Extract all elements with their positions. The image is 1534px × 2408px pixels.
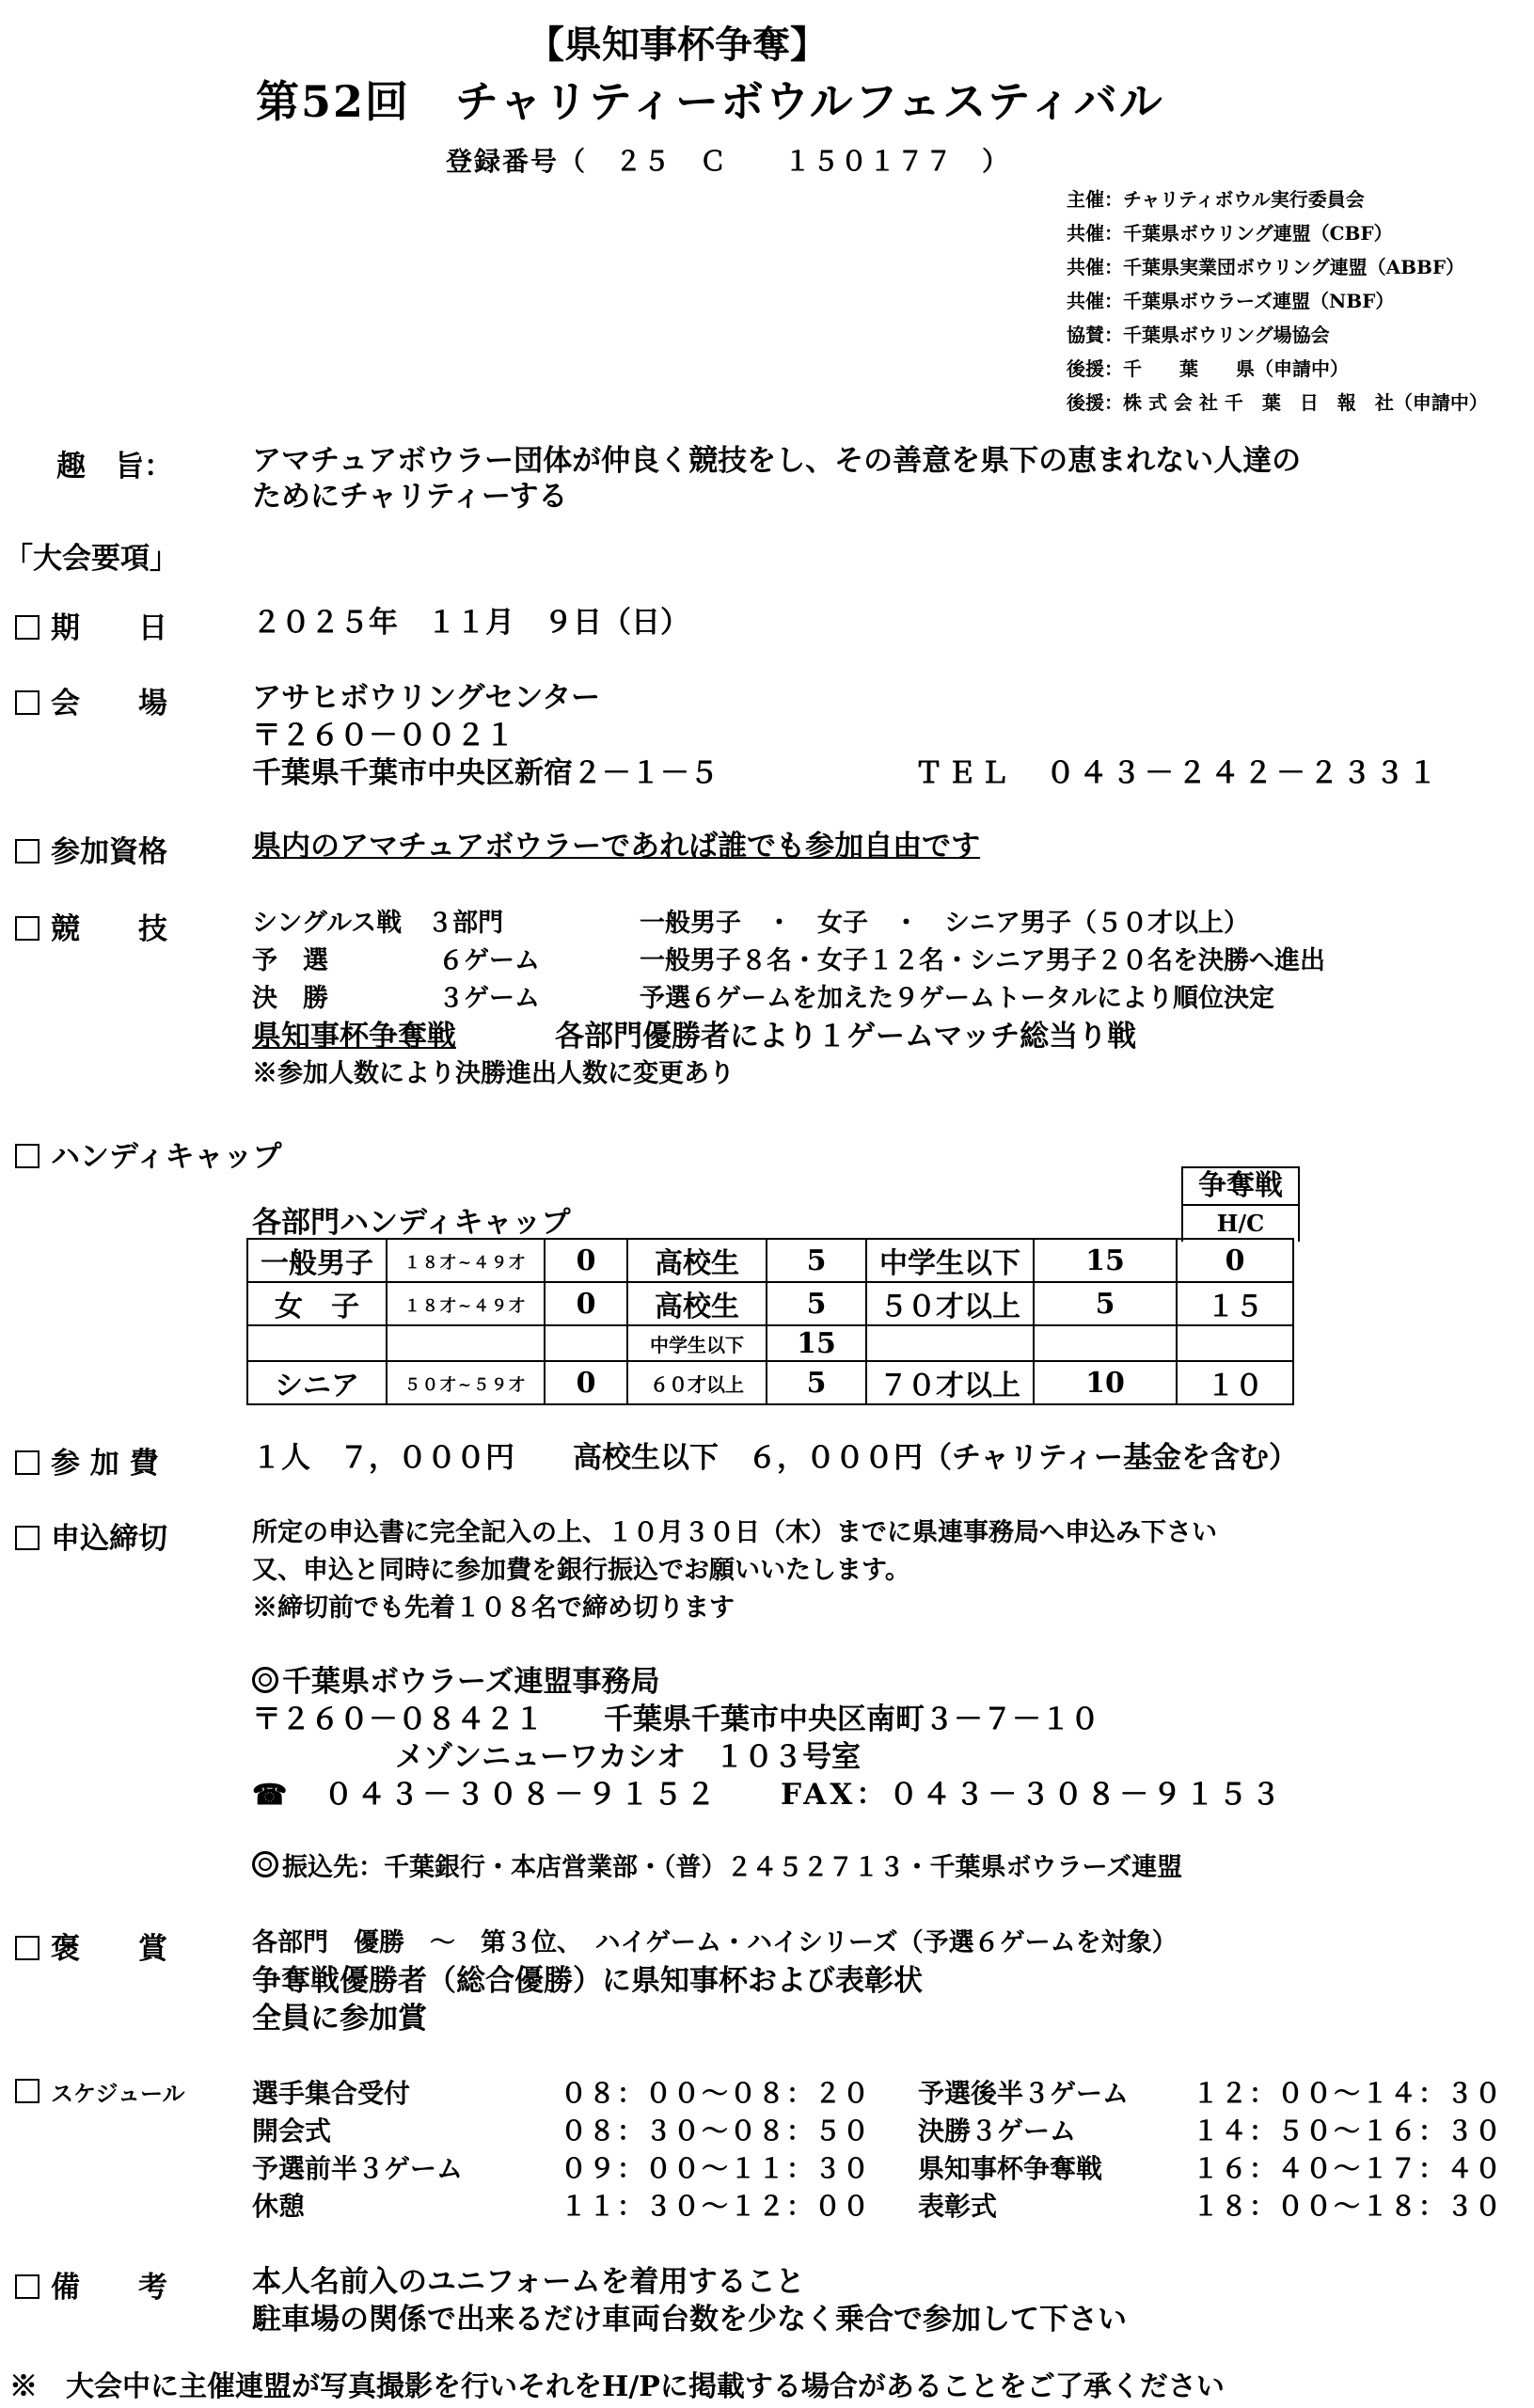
table-cell [1177, 1325, 1293, 1361]
cup-handicap-header-top: 争奪戦 [1198, 1169, 1283, 1202]
table-cell: 高校生 [627, 1239, 767, 1282]
table-cell: ５０才~５９才 [387, 1361, 545, 1404]
schedule-right-times [1193, 2075, 1503, 2226]
table-cell: 0 [545, 1239, 627, 1282]
checkbox-icon [15, 1526, 40, 1550]
competition-divisions: 一般男子 ・ 女子 ・ シニア男子（５０才以上） [640, 909, 1249, 938]
checkbox-icon [15, 1450, 40, 1475]
venue-address: 千葉県千葉市中央区新宿２－１－５ [252, 756, 719, 790]
table-cell [387, 1325, 545, 1361]
date-label: 期 日 [15, 604, 167, 646]
venue-name: アサヒボウリングセンター [252, 681, 601, 715]
bank-info: 振込先：千葉銀行・本店営業部・（普）２４５２７１３・千葉県ボウラーズ連盟 [252, 1849, 1182, 1887]
table-cell: 一般男子 [247, 1239, 387, 1282]
table-cell: 5 [767, 1282, 866, 1325]
office-address: 千葉県千葉市中央区南町３－７－１０ [604, 1703, 1099, 1736]
notes-line-1: 本人名前入のユニフォームを着用すること [252, 2265, 805, 2299]
double-circle-icon [252, 1667, 278, 1693]
handicap-label: ハンディキャップ [15, 1133, 282, 1175]
table-cell [1034, 1325, 1177, 1361]
table-cell: 10 [1034, 1361, 1177, 1404]
schedule-right-names [918, 2075, 1129, 2226]
office-building: メゾンニューワカシオ １０３号室 [395, 1740, 862, 1774]
cup-handicap-header [1181, 1166, 1300, 1242]
eligibility-label: 参加資格 [15, 828, 167, 870]
schedule-time: ０８：００～０８：２０ [561, 2078, 872, 2109]
organizer-list [1067, 182, 1488, 420]
outline-heading: 「大会要項」 [4, 542, 179, 576]
notes-label: 備 考 [15, 2263, 167, 2305]
table-cell: 女 子 [247, 1282, 387, 1325]
document-title: 第52回 チャリティーボウルフェスティバル [256, 76, 1164, 127]
purpose-line-2: ためにチャリティーする [252, 480, 568, 514]
deadline-line-2: 又、申込と同時に参加費を銀行振込でお願いいたします。 [252, 1556, 910, 1585]
schedule-label: スケジュール [15, 2075, 185, 2108]
competition-note: ※参加人数により決勝進出人数に変更あり [252, 1059, 735, 1088]
table-cell: 15 [767, 1325, 866, 1361]
table-cell: ５０才以上 [866, 1282, 1034, 1325]
table-cell: シニア [247, 1361, 387, 1404]
final-games: ３ゲーム [438, 984, 540, 1013]
schedule-event: 県知事杯争奪戦 [918, 2153, 1103, 2184]
organizer-item: 共催：千葉県ボウリング連盟（CBF） [1067, 222, 1393, 245]
table-cell: １８才~４９才 [387, 1282, 545, 1325]
governor-cup-detail: 各部門優勝者により１ゲームマッチ総当り戦 [555, 1020, 1137, 1054]
table-cell: ７０才以上 [866, 1361, 1034, 1404]
table-cell: 15 [1034, 1239, 1177, 1282]
handicap-table [246, 1238, 1294, 1405]
document-title-prefix: 【県知事杯争奪】 [527, 23, 828, 67]
schedule-time: ０９：００～１１：３０ [561, 2153, 872, 2184]
double-circle-icon [252, 1851, 278, 1877]
governor-cup-label: 県知事杯争奪戦 [252, 1020, 456, 1054]
table-cell: ６０才以上 [627, 1361, 767, 1404]
deadline-line-3: ※締切前でも先着１０８名で締め切ります [252, 1593, 735, 1623]
office-name: 千葉県ボウラーズ連盟事務局 [252, 1663, 659, 1701]
venue-tel: ＴＥＬ ０４３－２４２－２３３１ [914, 756, 1441, 790]
final-label: 決 勝 [252, 984, 328, 1013]
office-fax: FAX：０４３－３０８－９１５３ [781, 1778, 1285, 1812]
registration-number: 登録番号（ ２５ Ｃ １５０１７７ ） [446, 146, 1011, 177]
table-row [247, 1282, 1293, 1325]
table-cell: 0 [545, 1361, 627, 1404]
table-cell: １０ [1177, 1361, 1293, 1404]
checkbox-icon [15, 1936, 40, 1960]
schedule-event: 選手集合受付 [252, 2078, 411, 2109]
schedule-time: ０８：３０～０８：５０ [561, 2115, 872, 2147]
eligibility-value: 県内のアマチュアボウラーであれば誰でも参加自由です [252, 830, 981, 863]
qualifier-label: 予 選 [252, 946, 328, 975]
table-cell: 0 [1177, 1239, 1293, 1282]
organizer-item: 後援：千 葉 県（申請中） [1067, 357, 1349, 380]
office-tel: ☎ ０４３－３０８－９１５２ [252, 1776, 719, 1814]
qualifier-games: ６ゲーム [438, 946, 540, 975]
organizer-item: 共催：千葉県ボウラーズ連盟（NBF） [1067, 290, 1395, 312]
schedule-time: １６：４０～１７：４０ [1193, 2153, 1504, 2184]
final-detail: 予選６ゲームを加えた９ゲームトータルにより順位決定 [640, 984, 1274, 1013]
office-postal: 〒２６０－０８４２１ [252, 1703, 544, 1736]
table-cell [545, 1325, 627, 1361]
notes-line-2: 駐車場の関係で出来るだけ車両台数を少なく乗合で参加して下さい [252, 2303, 1127, 2337]
fee-value: １人 ７，０００円 高校生以下 ６，０００円（チャリティー基金を含む） [252, 1441, 1298, 1475]
schedule-left-times [561, 2075, 871, 2226]
cup-handicap-header-bottom: H/C [1183, 1204, 1298, 1242]
qualifier-detail: 一般男子８名・女子１２名・シニア男子２０名を決勝へ進出 [640, 946, 1325, 975]
purpose-label: 趣 旨： [56, 450, 173, 483]
table-cell: 中学生以下 [627, 1325, 767, 1361]
schedule-event: 予選後半３ゲーム [918, 2078, 1130, 2109]
purpose-line-1: アマチュアボウラー団体が仲良く競技をし、その善意を県下の恵まれない人達の [252, 444, 1302, 478]
fee-label: 参 加 費 [15, 1439, 159, 1481]
footer-note: ※ 大会中に主催連盟が写真撮影を行いそれをH/Pに掲載する場合があることをご了承ください [9, 2370, 1225, 2403]
venue-postal: 〒２６０－００２１ [252, 719, 514, 752]
table-row [247, 1325, 1293, 1361]
date-value: ２０２５年 １１月 ９日（日） [252, 606, 689, 640]
deadline-line-1: 所定の申込書に完全記入の上、１０月３０日（木）までに県連事務局へ申込み下さい [252, 1518, 1217, 1547]
table-cell: 5 [767, 1361, 866, 1404]
schedule-event: 表彰式 [918, 2191, 998, 2222]
table-cell: 中学生以下 [866, 1239, 1034, 1282]
deadline-label: 申込締切 [15, 1514, 167, 1557]
checkbox-icon [15, 2079, 40, 2103]
checkbox-icon [15, 690, 40, 715]
schedule-event: 休憩 [252, 2191, 306, 2222]
awards-line-2: 争奪戦優勝者（総合優勝）に県知事杯および表彰状 [252, 1964, 923, 1998]
awards-line-1: 各部門 優勝 ～ 第３位、 ハイゲーム・ハイシリーズ（予選６ゲームを対象） [252, 1928, 1178, 1957]
checkbox-icon [15, 839, 40, 863]
table-cell: １８才~４９才 [387, 1239, 545, 1282]
awards-line-3: 全員に参加賞 [252, 2002, 427, 2036]
awards-label: 褒 賞 [15, 1925, 167, 1967]
schedule-time: １８：００～１８：３０ [1193, 2191, 1504, 2222]
schedule-event: 予選前半３ゲーム [252, 2153, 464, 2184]
checkbox-icon [15, 1144, 40, 1168]
table-cell [866, 1325, 1034, 1361]
checkbox-icon [15, 916, 40, 941]
table-cell: 5 [1034, 1282, 1177, 1325]
schedule-time: １２：００～１４：３０ [1193, 2078, 1504, 2109]
table-cell [247, 1325, 387, 1361]
venue-label: 会 場 [15, 679, 167, 721]
table-cell: 5 [767, 1239, 866, 1282]
schedule-left-names [252, 2075, 463, 2226]
table-row [247, 1361, 1293, 1404]
organizer-item: 主催：チャリティボウル実行委員会 [1067, 188, 1365, 211]
table-cell: １５ [1177, 1282, 1293, 1325]
schedule-event: 決勝３ゲーム [918, 2115, 1077, 2147]
table-cell: 0 [545, 1282, 627, 1325]
schedule-event: 開会式 [252, 2115, 332, 2147]
organizer-item: 共催：千葉県実業団ボウリング連盟（ABBF） [1067, 256, 1465, 278]
organizer-item: 後援：株 式 会 社 千 葉 日 報 社（申請中） [1067, 391, 1488, 414]
organizer-item: 協賛：千葉県ボウリング場協会 [1067, 324, 1330, 346]
competition-format: シングルス戦 ３部門 [252, 909, 504, 938]
schedule-time: １１：３０～１２：００ [561, 2191, 872, 2222]
competition-label: 競 技 [15, 905, 167, 947]
table-cell: 高校生 [627, 1282, 767, 1325]
schedule-time: １４：５０～１６：３０ [1193, 2115, 1504, 2147]
checkbox-icon [15, 2274, 40, 2299]
handicap-table-title: 各部門ハンディキャップ [252, 1206, 571, 1240]
checkbox-icon [15, 615, 40, 640]
phone-icon: ☎ [252, 1779, 292, 1812]
table-row [247, 1239, 1293, 1282]
